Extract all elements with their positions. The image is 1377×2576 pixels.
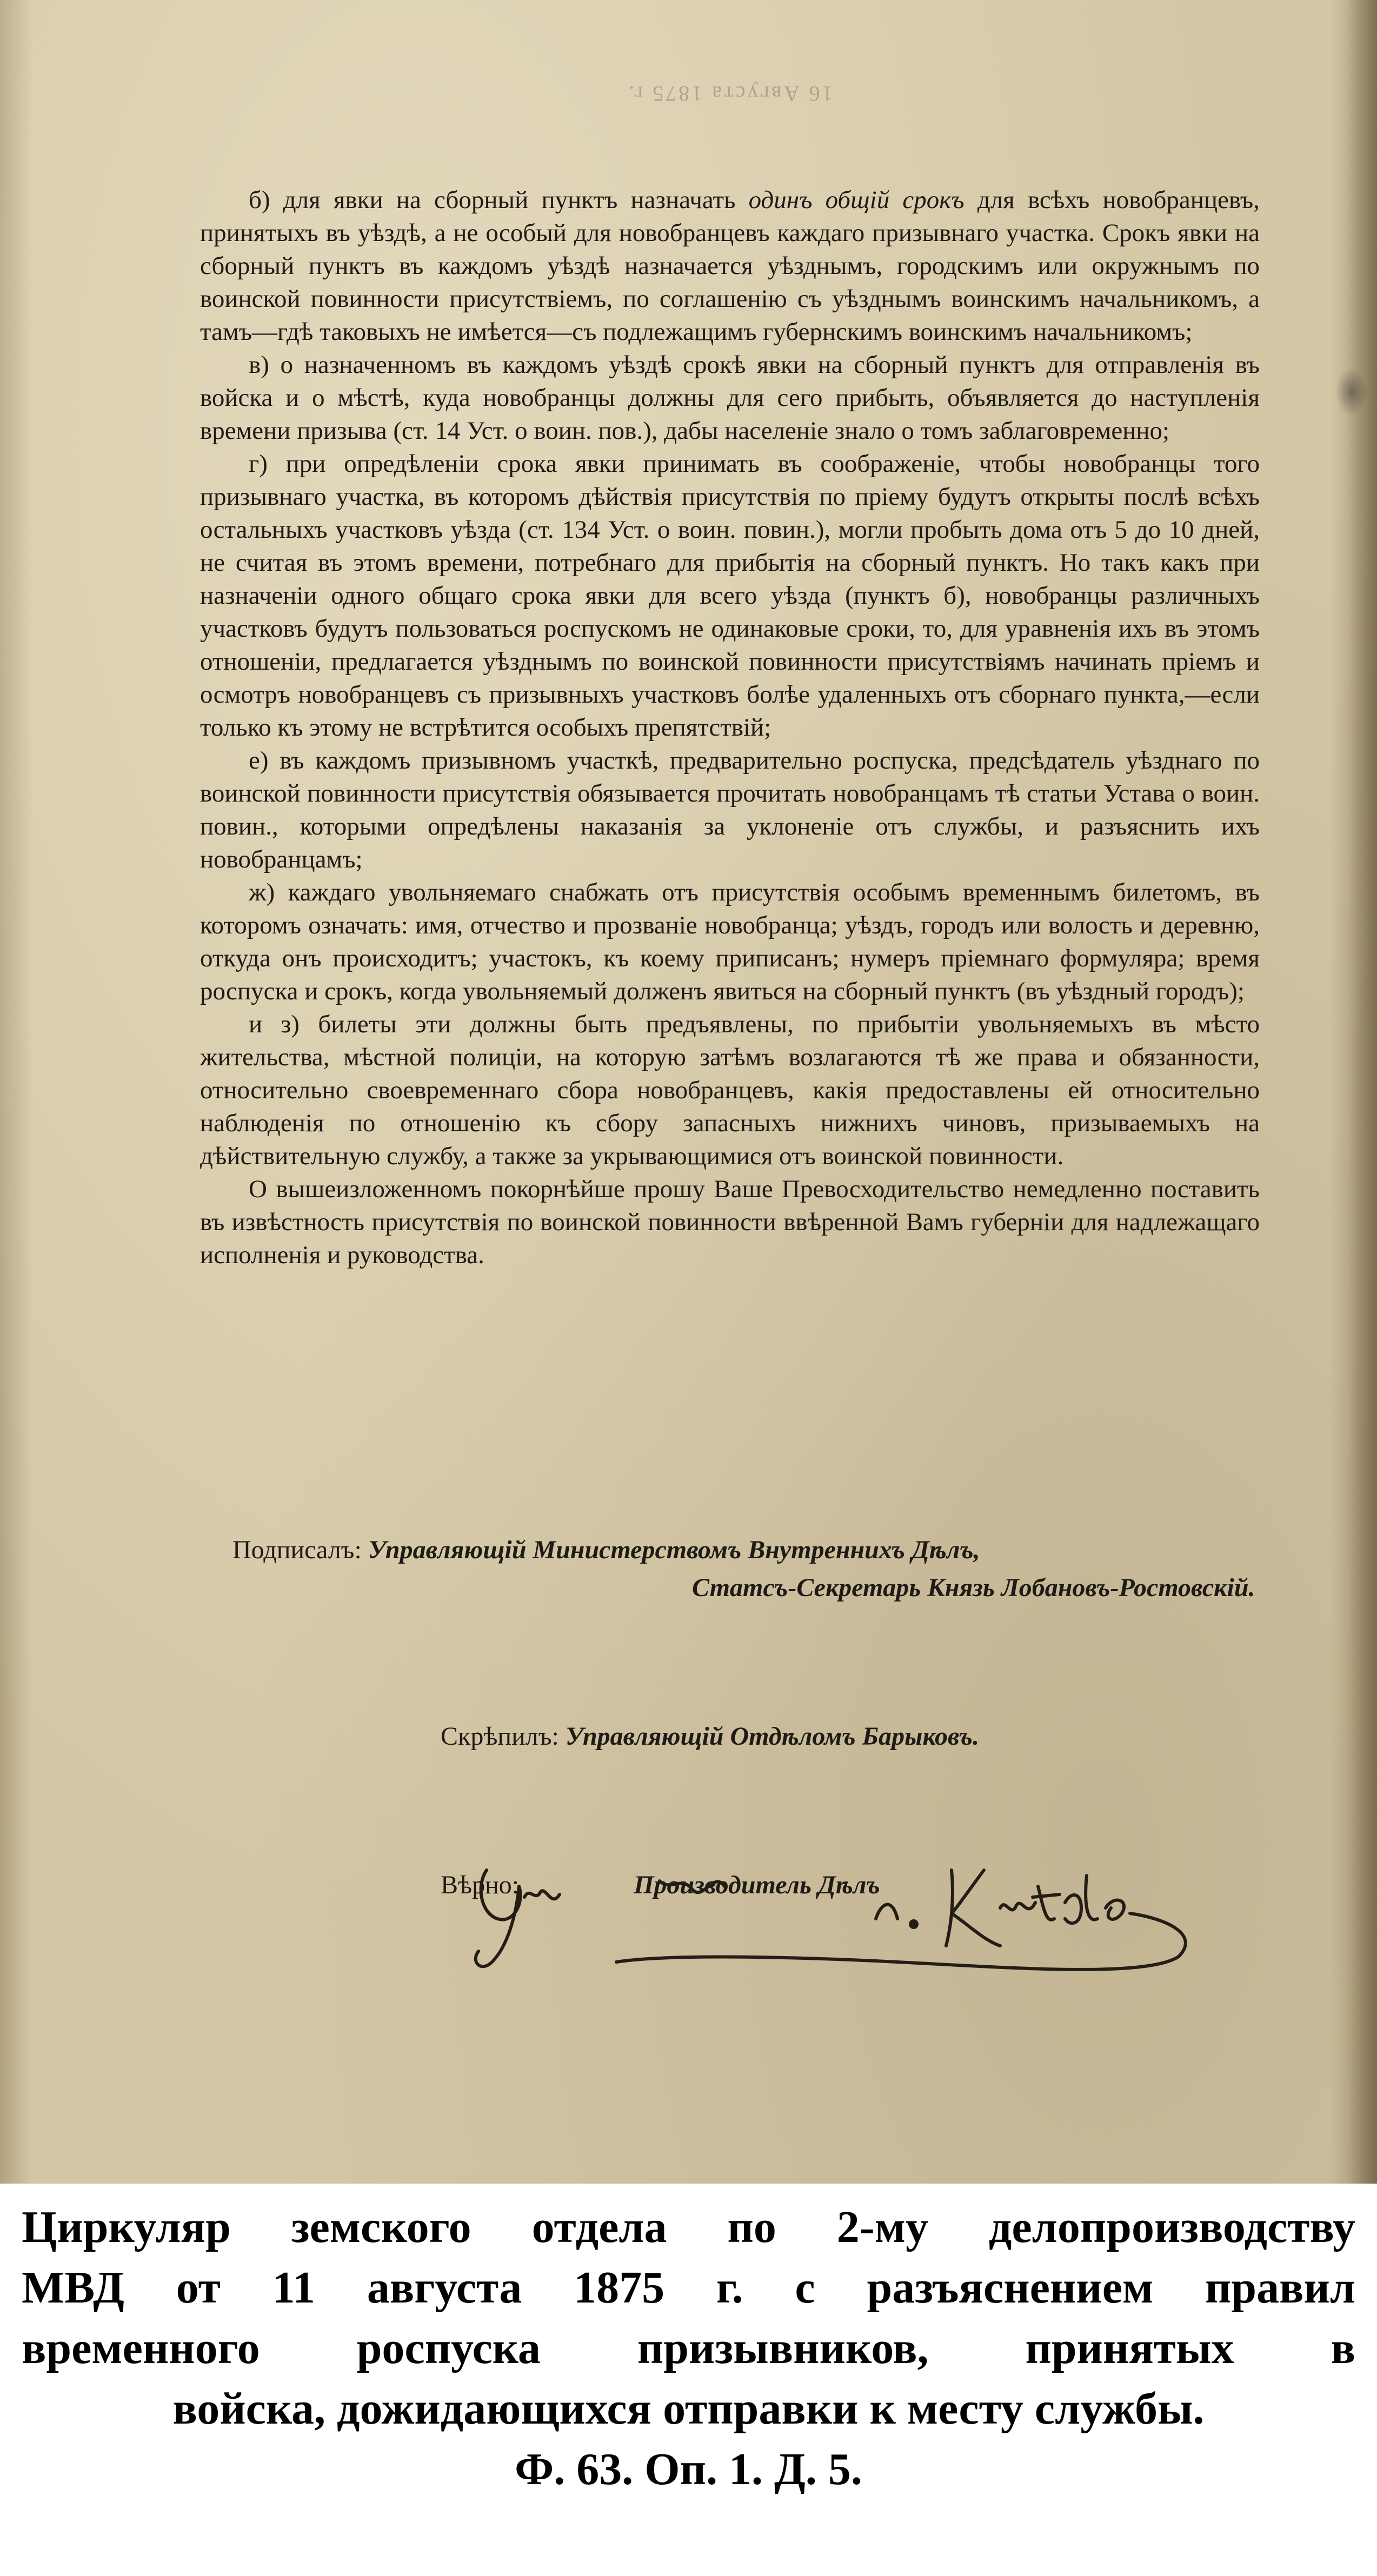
countersigned-label: Скрѣпилъ:: [441, 1722, 559, 1751]
paragraph-g: г) при опредѣленіи срока явки принимать въ соображеніе, чтобы новобранцы того призывнаго участка, въ которомъ дѣйствія присутствія по пріему будутъ открыты послѣ всѣхъ остальныхъ участковъ уѣзда (ст. 134 Уст. о воин. повин.), могли пробыть дома отъ 5 до 10 дней, не считая въ этомъ времени, потребнаго для прибытія на сборный пунктъ. Но такъ какъ при назначеніи одного общаго срока явки для всего уѣзда (пунктъ б), новобранцы различныхъ участковъ будутъ пользоваться роспускомъ не одинаковые сроки, то, для уравненія ихъ въ этомъ отношеніи, предлагается уѣзднымъ по воинской повинности присутствіямъ начинать пріемъ и осмотръ новобранцевъ съ призывныхъ участковъ болѣе удаленныхъ отъ сборнаго пункта,—если только къ этому не встрѣтится особыхъ препятствій;: [200, 450, 1260, 742]
caption-archive-reference: Ф. 63. Оп. 1. Д. 5.: [515, 2444, 862, 2494]
paragraph-closing: О вышеизложенномъ покорнѣйше прошу Ваше Превосходительство немедленно поставить въ извѣстность присутствія по воинской повинности ввѣренной Вамъ губерніи для надлежащаго исполненія и руководства.: [200, 1175, 1260, 1269]
certified-title: Производитель Дѣлъ: [634, 1871, 880, 1899]
countersigned-line: [441, 1721, 979, 1751]
signed-by-line: [232, 1535, 980, 1565]
archive-caption: [22, 2197, 1355, 2500]
page-fold-shadow: [1347, 0, 1377, 2184]
paragraph-zh: ж) каждаго увольняемаго снабжать отъ присутствія особымъ временнымъ билетомъ, въ которомъ означать: имя, отчество и прозваніе новобранца; уѣздъ, городъ или волость и деревню, откуда онъ происходитъ; участокъ, къ коему приписанъ; нумеръ пріемнаго формуляра; время роспуска и срокъ, когда увольняемый долженъ явиться на сборный пунктъ (въ уѣздный городъ);: [200, 878, 1260, 1005]
paragraph-i-z: и з) билеты эти должны быть предъявлены, по прибытіи увольняемыхъ въ мѣсто жительства, мѣстной полиціи, на которую затѣмъ возлагаются тѣ же права и обязанности, относительно своевременнаго сбора новобранцевъ, какія предоставлены ей относительно наблюденія по отношенію къ сбору запасныхъ нижнихъ чиновъ, призываемыхъ на дѣйствительную службу, а также за укрывающимися отъ воинской повинности.: [200, 1010, 1260, 1170]
certified-label: Вѣрно:: [441, 1871, 520, 1899]
faint-header-mark: 16 Августа 1875 г.: [627, 82, 833, 106]
emphasis-single-term: одинъ общій срокъ: [748, 186, 964, 214]
ink-stain: [1335, 368, 1368, 416]
signed-title: Управляющій Министерствомъ Внутреннихъ Дѣлъ,: [368, 1536, 980, 1564]
caption-line-4: войска, дожидающихся отправки к месту службы.: [172, 2384, 1205, 2434]
caption-line-3: временного роспуска призывников, принятых в: [22, 2323, 1355, 2373]
countersigned-name: Управляющій Отдѣломъ Барыковъ.: [565, 1722, 980, 1751]
caption-line-2: МВД от 11 августа 1875 г. с разъяснением правил: [22, 2263, 1355, 2313]
signed-name: Статсъ-Секретарь Князь Лобановъ-Ростовскій.: [692, 1573, 1255, 1602]
circular-body: [200, 184, 1260, 1272]
paragraph-e: е) въ каждомъ призывномъ участкѣ, предварительно роспуска, предсѣдатель уѣзднаго по воинской повинности присутствія обязывается прочитать новобранцамъ тѣ статьи Устава о воин. повин., которыми опредѣлены наказанія за уклоненіе отъ службы, и разъяснить ихъ новобранцамъ;: [200, 746, 1260, 873]
paragraph-b: б) для явки на сборный пунктъ назначать одинъ общій срокъ для всѣхъ новобранцевъ, принятыхъ въ уѣздѣ, а не особый для новобранцевъ каждаго призывнаго участка. Срокъ явки на сборный пунктъ въ каждомъ уѣздѣ назначается уѣзднымъ, городскимъ или окружнымъ по воинской повинности присутствіемъ, по соглашенію съ уѣзднымъ воинскимъ начальникомъ, а тамъ—гдѣ таковыхъ не имѣется—съ подлежащимъ губернскимъ воинскимъ начальникомъ;: [200, 186, 1260, 346]
paragraph-v: в) о назначенномъ въ каждомъ уѣздѣ срокѣ явки на сборный пунктъ для отправленія въ войска и о мѣстѣ, куда новобранцы должны для сего прибыть, объявляется до наступленія времени призыва (ст. 14 Уст. о воин. пов.), дабы населеніе знало о томъ заблаговременно;: [200, 351, 1260, 445]
handwritten-signature: [465, 1838, 1243, 1978]
signed-label: Подписалъ:: [232, 1536, 362, 1564]
caption-line-1: Циркуляр земского отдела по 2-му делопроизводству: [22, 2202, 1355, 2252]
